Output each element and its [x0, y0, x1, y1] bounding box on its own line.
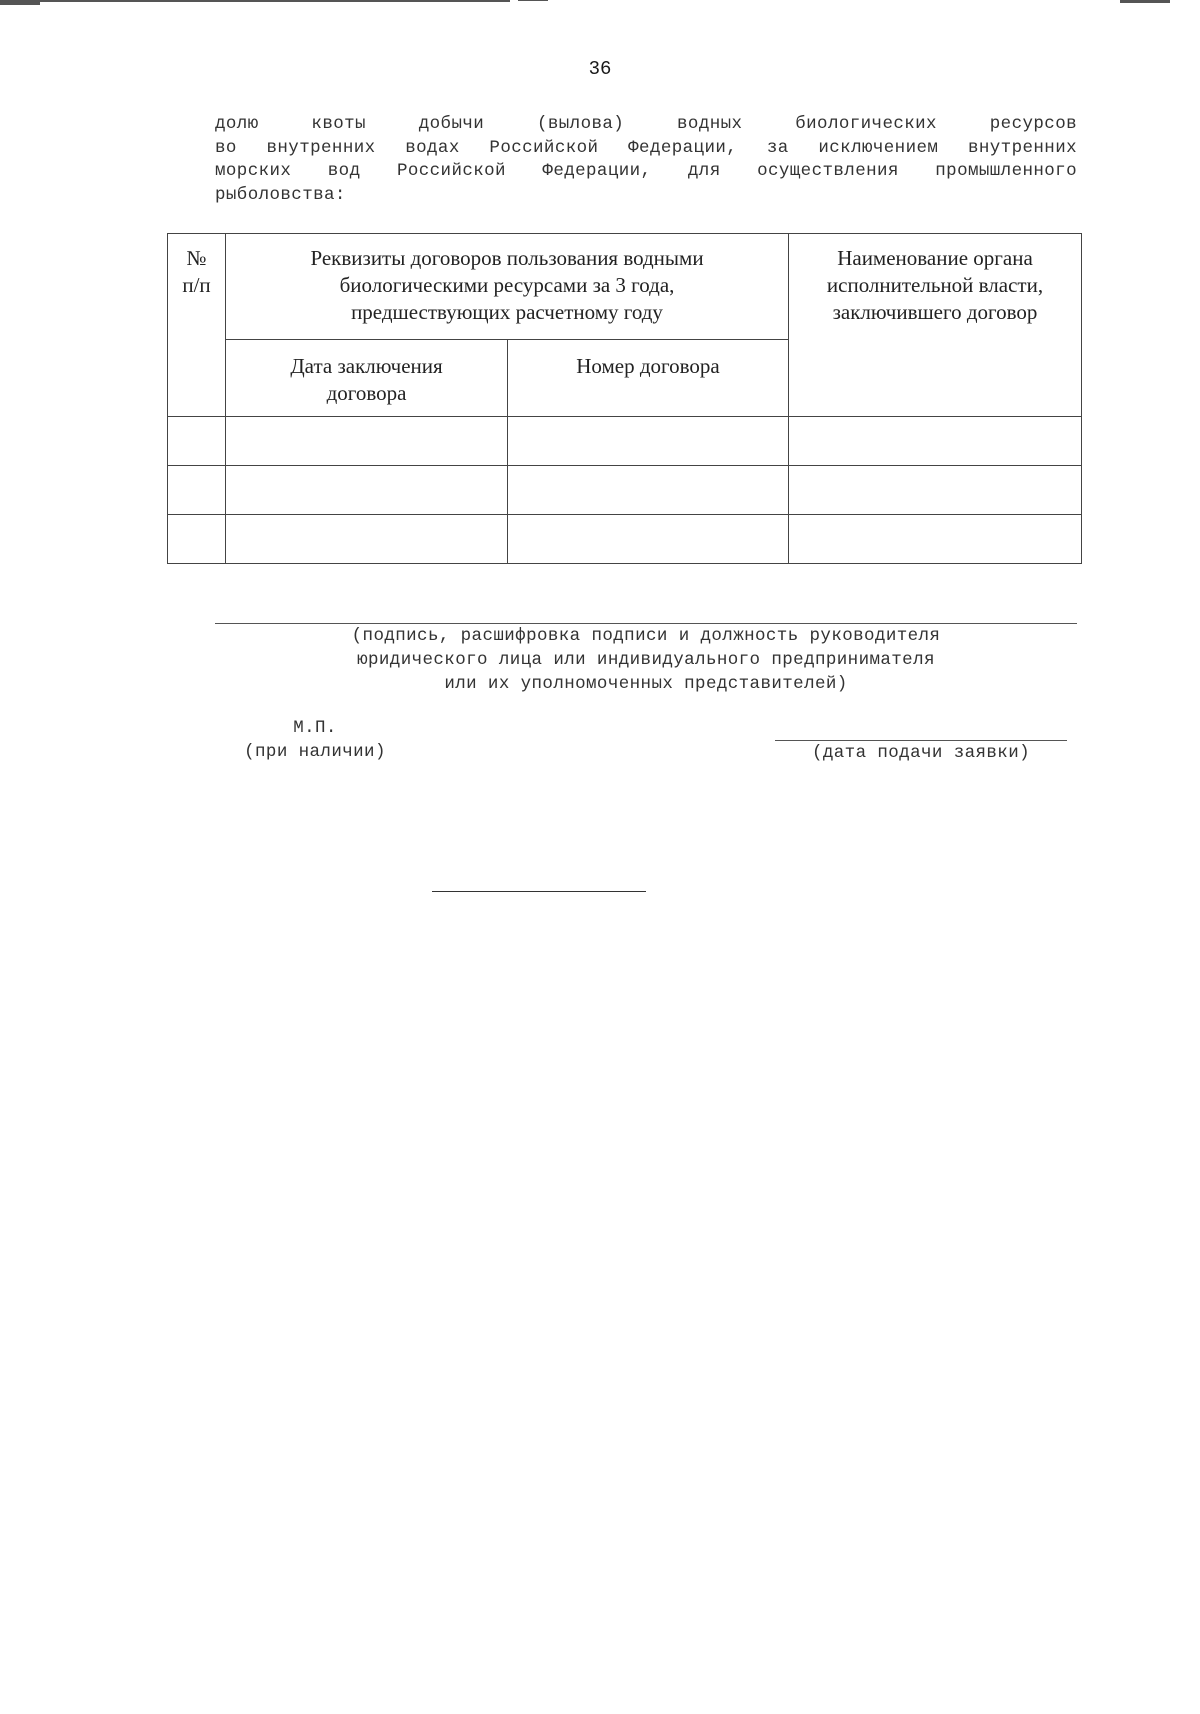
page-number: 36 — [588, 58, 612, 80]
table-cell — [789, 417, 1082, 466]
stamp-placeholder — [230, 716, 400, 764]
scan-artifact-top-left-stub — [0, 2, 40, 5]
header-authority-name — [789, 234, 1082, 417]
table-cell — [168, 466, 226, 515]
header-number — [168, 234, 226, 417]
intro-line: во внутренних водах Российской Федерации, за исключением внутренних — [215, 137, 1077, 158]
header-number-text: № п/п — [182, 246, 211, 297]
table-cell — [508, 515, 789, 564]
header-conclusion-date — [226, 340, 508, 417]
signature-caption-line: юридического лица или индивидуального предпринимателя — [357, 650, 935, 670]
stamp-note: (при наличии) — [244, 742, 386, 762]
date-caption: (дата подачи заявки) — [811, 743, 1031, 763]
table-cell — [508, 466, 789, 515]
table-row — [168, 417, 1082, 466]
header-authority-name-text: Наименование органа исполнительной власти, заключившего договор — [826, 246, 1044, 324]
signature-caption — [215, 624, 1077, 696]
intro-line: рыболовства: — [215, 184, 346, 205]
signature-caption-line: или их уполномоченных представителей) — [444, 674, 848, 694]
table-cell — [168, 515, 226, 564]
table-cell — [789, 466, 1082, 515]
table-cell — [508, 417, 789, 466]
intro-paragraph — [215, 113, 1077, 207]
intro-line: долю квоты добычи (вылова) водных биологических ресурсов — [215, 114, 1077, 134]
table-cell — [226, 417, 508, 466]
scan-artifact-top-right — [1120, 0, 1170, 3]
stamp-label: М.П. — [293, 718, 337, 738]
scan-artifact-top-middle — [518, 0, 548, 1]
table-cell — [226, 466, 508, 515]
scan-artifact-top-left — [0, 0, 510, 2]
header-conclusion-date-text: Дата заключения договора — [290, 354, 443, 405]
table-cell — [226, 515, 508, 564]
header-contract-number: Номер договора — [508, 340, 789, 417]
header-contract-requisites — [226, 234, 789, 340]
contracts-table — [167, 233, 1082, 564]
signature-caption-line: (подпись, расшифровка подписи и должность руководителя — [351, 626, 941, 646]
table-cell — [168, 417, 226, 466]
intro-line: морских вод Российской Федерации, для осуществления промышленного — [215, 161, 1077, 181]
table-row — [168, 466, 1082, 515]
header-contract-requisites-text: Реквизиты договоров пользования водными биологическими ресурсами за 3 года, предшествующих расчетному году — [310, 246, 704, 324]
table-cell — [789, 515, 1082, 564]
document-end-line — [432, 891, 646, 892]
table-row — [168, 515, 1082, 564]
